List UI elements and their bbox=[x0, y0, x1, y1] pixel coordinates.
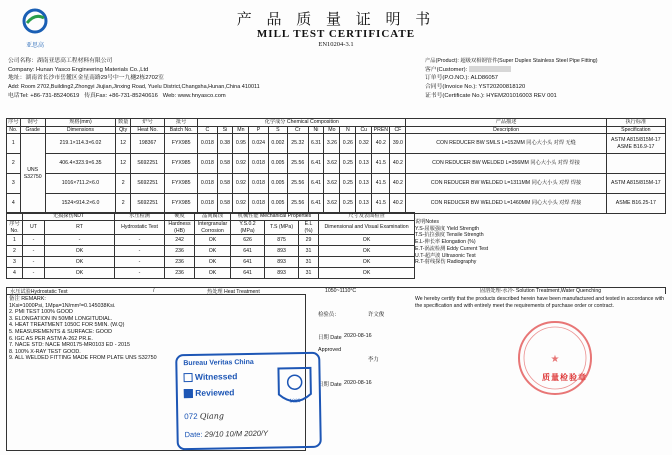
h-grade: 钢号 bbox=[20, 119, 45, 127]
el-mn: Mn bbox=[233, 126, 249, 134]
cell-ys: 641 bbox=[231, 246, 265, 257]
el-mo: Mo bbox=[324, 126, 340, 134]
cell-desc: CON REDUCER BW WELDED L=356MM 同心大小头 对焊 焊接 bbox=[406, 154, 606, 174]
cell-ni: 6.41 bbox=[308, 174, 324, 194]
cell-batch: FYX985 bbox=[165, 134, 198, 154]
cell-ts: 893 bbox=[265, 246, 299, 257]
cell-cr: 25.56 bbox=[288, 194, 308, 214]
cell-rt: OK bbox=[45, 246, 115, 257]
cell-ys: 641 bbox=[231, 268, 265, 279]
company-name-en: Company: Hunan Yasco Engineering Materials Co.,Ltd bbox=[8, 66, 149, 73]
date1: 2020-08-16 bbox=[344, 333, 372, 339]
cell-std: ASTM A815/815M-17 ASME B16.9-17 bbox=[606, 134, 665, 154]
note-line: U.T-超声波 Ultrasonic Test bbox=[415, 252, 476, 259]
remark-title: 备注 REMARK: bbox=[9, 296, 46, 302]
cell-corr: OK bbox=[195, 268, 231, 279]
cell-c: 0.018 bbox=[198, 174, 217, 194]
fax: 传真Fax: +86-731-85240616 bbox=[84, 92, 158, 99]
table-row bbox=[7, 134, 666, 154]
cell-no: 1 bbox=[7, 235, 23, 246]
address-en: Add: Room 2702,Building2,Zhongyi Jiujian,Jinxing Road, Yuelu District,Changsha,Hunan,China 410011 bbox=[8, 84, 260, 91]
cell-no: 4 bbox=[7, 268, 23, 279]
cell-std bbox=[606, 154, 665, 174]
el-s: S bbox=[268, 126, 287, 134]
cell-heat: S692251 bbox=[131, 194, 165, 214]
h2-hard: 硬度 bbox=[165, 213, 195, 221]
standard: EN10204-3.1 bbox=[318, 41, 354, 48]
cell-ys: 641 bbox=[231, 257, 265, 268]
note-line: T.S-抗拉强度 Tensile Strength bbox=[415, 232, 484, 239]
cell-el: 31 bbox=[299, 257, 319, 268]
mechanical-table bbox=[6, 212, 415, 279]
cell-n: 0.25 bbox=[340, 154, 356, 174]
notes bbox=[415, 219, 665, 266]
cell-ni: 6.41 bbox=[308, 154, 324, 174]
cell-si: 0.38 bbox=[217, 134, 233, 154]
el-cr: Cr bbox=[288, 126, 308, 134]
cell-batch: FYX985 bbox=[165, 194, 198, 214]
cell-hb: 236 bbox=[165, 246, 195, 257]
stamp-signature: Qiang bbox=[199, 411, 225, 421]
cell-dim: OK bbox=[319, 268, 415, 279]
h-std: 执行标准 bbox=[606, 119, 665, 127]
stamp-witnessed-row bbox=[183, 371, 237, 382]
h-desc: 产品描述 bbox=[406, 119, 606, 127]
stamp-reviewed: Reviewed bbox=[195, 387, 235, 398]
cell-pren: 41.5 bbox=[372, 174, 390, 194]
cell-batch: FYX985 bbox=[165, 154, 198, 174]
remark-line: 4. HEAT TREATMENT 1050C FOR 5MIN. (W.Q) bbox=[9, 322, 125, 329]
approver-name: 李力 bbox=[368, 357, 379, 363]
certification-statement: We hereby certify that the products described herein have been manufactured and tested in accordance with the specification and with entirely meet the requirements of purchase order or contract. bbox=[415, 296, 665, 309]
el-pren: PREN bbox=[373, 126, 389, 133]
remark-line: 6. IGC AS PER ASTM A-262 PR.E. bbox=[9, 335, 93, 342]
el-n: N bbox=[340, 126, 356, 134]
cell-ut: - bbox=[23, 235, 45, 246]
cell-batch: FYX985 bbox=[165, 174, 198, 194]
cell-mo: 3.26 bbox=[324, 134, 340, 154]
h2-hard-en: Hardness (HB) bbox=[165, 221, 195, 235]
table-row bbox=[7, 257, 415, 268]
cell-std: ASME B16.25-17 bbox=[606, 194, 665, 214]
note-line: E.T-涡流检测 Eddy Current Test bbox=[415, 245, 489, 252]
h-chem: 化学成分 Chemical Composition bbox=[198, 119, 406, 127]
cell-si: 0.58 bbox=[217, 154, 233, 174]
remark-line: 3. ELONGATION IN 50MM LONGITUDIAL. bbox=[9, 315, 113, 322]
cell-no: 2 bbox=[7, 246, 23, 257]
cell-hydro: - bbox=[115, 268, 165, 279]
cell-cf: 39.0 bbox=[390, 134, 406, 154]
certificate-number: 证书号(Certificate No.): HYEM201016003 REV 001 bbox=[425, 92, 557, 99]
cell-dim: 219.1×114.3×6.02 bbox=[45, 134, 116, 154]
cell-mn: 0.92 bbox=[233, 174, 249, 194]
cell-cf: 40.2 bbox=[390, 194, 406, 214]
cell-cf: 40.2 bbox=[390, 174, 406, 194]
title-en: MILL TEST CERTIFICATE bbox=[256, 28, 416, 40]
cell-pren: 40.2 bbox=[372, 134, 390, 154]
stamp-company: Bureau Veritas China bbox=[183, 358, 254, 368]
h-heat-en: Heat No. bbox=[131, 126, 165, 134]
date2: 2020-08-16 bbox=[344, 380, 372, 386]
h-spec: 规格(mm) bbox=[45, 119, 116, 127]
cell-dim: OK bbox=[319, 246, 415, 257]
hydro-label: 水压试验Hydrostatic Test bbox=[10, 289, 68, 295]
remark-line: 5. MEASUREMENTS & SURFACE: GOOD bbox=[9, 328, 113, 335]
cell-dim: 1524×914.2×6.0 bbox=[45, 194, 116, 214]
h-batch: 批号 bbox=[165, 119, 198, 127]
date2-label: 日期 Date bbox=[318, 382, 342, 388]
el-si: Si bbox=[217, 126, 233, 134]
company-info bbox=[8, 57, 338, 101]
cell-no: 3 bbox=[7, 257, 23, 268]
cell-qty: 2 bbox=[116, 174, 131, 194]
stamp-reviewed-row bbox=[184, 387, 235, 398]
remark-line: 1Ksi=1000Psi, 1Mpa=1N/mm²=0.145038Ksi. bbox=[9, 302, 116, 309]
h2-dim-en: Dimensional and Visual Examination bbox=[319, 221, 415, 235]
cell-s: 0.005 bbox=[268, 154, 287, 174]
logo-text: 亚思高 bbox=[25, 43, 44, 49]
invoice-number: 合同号(Invoice No.): YST20200818120 bbox=[425, 84, 526, 91]
cell-s: 0.002 bbox=[268, 134, 287, 154]
product: 产品(Product): 超级双相钢管件(Super Duplex Stainless Steel Pipe Fitting) bbox=[425, 58, 598, 64]
cell-ts: 893 bbox=[265, 268, 299, 279]
h-desc-en: Description bbox=[406, 126, 606, 134]
cell-corr: OK bbox=[195, 257, 231, 268]
cell-ts: 893 bbox=[265, 257, 299, 268]
cell-cr: 25.56 bbox=[288, 174, 308, 194]
cell-cu: 0.13 bbox=[356, 194, 372, 214]
cell-p: 0.018 bbox=[249, 194, 268, 214]
cell-mo: 3.62 bbox=[324, 194, 340, 214]
cell-cu: 0.13 bbox=[356, 154, 372, 174]
h-heat: 炉号 bbox=[131, 119, 165, 127]
bv-seal-icon bbox=[275, 366, 314, 409]
cell-desc: CON REDUCER BW SMLS L=152MM 同心大小头 对焊 无缝 bbox=[406, 134, 606, 154]
cell-si: 0.58 bbox=[217, 194, 233, 214]
h2-hydro-en: Hydrostatic Test bbox=[115, 221, 165, 235]
address-cn: 地址：湖南省长沙市岳麓区金星南路29号中一九樾2栋2702室 bbox=[8, 75, 164, 82]
cell-heat: S692251 bbox=[131, 154, 165, 174]
cell-dim: 406.4×323.9×6.35 bbox=[45, 154, 116, 174]
witnessed-box bbox=[184, 373, 193, 382]
cell-mn: 0.95 bbox=[233, 134, 249, 154]
reviewed-box bbox=[184, 389, 193, 398]
cell-cu: 0.32 bbox=[356, 134, 372, 154]
cell-s: 0.005 bbox=[268, 174, 287, 194]
cell-hydro: - bbox=[115, 246, 165, 257]
el-cf: CF bbox=[390, 126, 406, 134]
cell-ut: - bbox=[23, 268, 45, 279]
cell-c: 0.018 bbox=[198, 154, 217, 174]
customer-label: 客户(Customer): bbox=[425, 66, 468, 73]
cell-p: 0.018 bbox=[249, 174, 268, 194]
stamp-date-value: 29/10 10/M 2020/Y bbox=[204, 428, 269, 439]
table-row bbox=[7, 194, 666, 214]
h-batch-en: Batch No. bbox=[165, 126, 198, 134]
cell-c: 0.018 bbox=[198, 194, 217, 214]
cell-cu: 0.13 bbox=[356, 174, 372, 194]
cell-n: 0.25 bbox=[340, 194, 356, 214]
cell-grade: UNS S32750 bbox=[20, 134, 45, 214]
cell-ni: 6.31 bbox=[308, 134, 324, 154]
h2-no: 序号 No. bbox=[7, 221, 23, 235]
cell-n: 0.25 bbox=[340, 174, 356, 194]
qa-seal-icon bbox=[505, 318, 605, 413]
cell-pren: 41.5 bbox=[372, 194, 390, 214]
h2-ut: UT bbox=[23, 221, 45, 235]
cell-cr: 25.32 bbox=[288, 134, 308, 154]
h2-corr: 晶间腐蚀 bbox=[195, 213, 231, 221]
h-no-en: No. bbox=[7, 126, 21, 134]
cell-ys: 626 bbox=[231, 235, 265, 246]
cell-p: 0.024 bbox=[249, 134, 268, 154]
cell-heat: S692251 bbox=[131, 174, 165, 194]
cell-dim: OK bbox=[319, 235, 415, 246]
cell-el: 31 bbox=[299, 246, 319, 257]
cell-si: 0.58 bbox=[217, 174, 233, 194]
h2-rt: RT bbox=[45, 221, 115, 235]
cell-qty: 12 bbox=[116, 134, 131, 154]
table-row bbox=[7, 268, 415, 279]
cell-corr: OK bbox=[195, 246, 231, 257]
chemical-table bbox=[6, 118, 666, 214]
solution-treatment: 固溶处理-水冷- Solution Treatment,Water Quenching bbox=[479, 288, 602, 294]
cell-ni: 6.41 bbox=[308, 194, 324, 214]
cell-std: ASTM A815/815M-17 bbox=[606, 174, 665, 194]
website: Web: www.hnyasco.com bbox=[162, 92, 226, 99]
cell-c: 0.018 bbox=[198, 134, 217, 154]
table-row bbox=[7, 235, 415, 246]
heat-value: 1050~1110°C bbox=[325, 288, 357, 294]
inspector-label: 检验员： bbox=[318, 312, 340, 318]
heat-label: 热处理 Heat Treatment bbox=[207, 289, 260, 295]
cell-hydro: - bbox=[115, 235, 165, 246]
cell-el: 29 bbox=[299, 235, 319, 246]
h2-ys: Y.S.0.2 (MPa) bbox=[231, 221, 265, 235]
cell-qty: 2 bbox=[116, 194, 131, 214]
note-line: Y.S-屈服强度 Yield Strength bbox=[415, 225, 480, 232]
cell-no: 1 bbox=[7, 134, 21, 154]
bureau-veritas-stamp bbox=[175, 352, 322, 451]
cell-dim: OK bbox=[319, 257, 415, 268]
cell-mo: 3.62 bbox=[324, 174, 340, 194]
cell-hb: 242 bbox=[165, 235, 195, 246]
h2-mech: 机械性能 Mechanical Properties bbox=[231, 213, 319, 221]
cell-ut: - bbox=[23, 246, 45, 257]
note-line: R.T-射线探伤 Radiography bbox=[415, 259, 477, 266]
el-c: C bbox=[198, 126, 217, 134]
cell-dim: 1016×711.2×6.0 bbox=[45, 174, 116, 194]
cell-pren: 41.5 bbox=[372, 154, 390, 174]
title-cn: 产 品 质 量 证 明 书 bbox=[236, 10, 436, 28]
cell-hb: 236 bbox=[165, 257, 195, 268]
note-line: E.L-伸长率 Elongation (%) bbox=[415, 239, 476, 246]
table-row bbox=[7, 154, 666, 174]
cell-mn: 0.92 bbox=[233, 154, 249, 174]
el-ni: Ni bbox=[308, 126, 324, 134]
h2-hydro: 水压检测 bbox=[115, 213, 165, 221]
h-std-en: Specification bbox=[606, 126, 665, 134]
h-grade-en: Grade bbox=[20, 126, 45, 134]
hydro-value: / bbox=[153, 288, 155, 294]
cell-desc: CON REDUCER BW WELDED L=1460MM 同心大小头 对焊 焊接 bbox=[406, 194, 606, 214]
svg-text:★: ★ bbox=[550, 354, 560, 365]
h-qty: 数量 bbox=[116, 119, 131, 127]
cell-no: 3 bbox=[7, 174, 21, 194]
certificate-info bbox=[425, 57, 665, 101]
cell-p: 0.018 bbox=[249, 154, 268, 174]
h-no: 序号 bbox=[8, 119, 19, 126]
cell-s: 0.005 bbox=[268, 194, 287, 214]
h2-ndt: 无损探伤NDT bbox=[23, 213, 115, 221]
po-number: 订单号(P.O.NO.): ALD86057 bbox=[425, 75, 499, 82]
cell-rt: OK bbox=[45, 268, 115, 279]
stamp-date-label: Date: bbox=[184, 429, 203, 440]
contact-line bbox=[8, 92, 338, 101]
cell-mo: 3.62 bbox=[324, 154, 340, 174]
cell-ut: - bbox=[23, 257, 45, 268]
cell-qty: 12 bbox=[116, 154, 131, 174]
h2-blank bbox=[7, 213, 23, 221]
cell-el: 31 bbox=[299, 268, 319, 279]
h-spec-en: Dimensions bbox=[45, 126, 116, 134]
seal-year: 1828 bbox=[289, 398, 301, 405]
el-p: P bbox=[249, 126, 268, 134]
h2-ts: T.S (MPa) bbox=[265, 221, 299, 235]
inspector-name: 许文俊 bbox=[368, 312, 385, 318]
h-qty-en: Qty bbox=[116, 126, 131, 134]
h2-dim: 尺寸及表面检查 bbox=[319, 213, 415, 221]
cell-no: 2 bbox=[7, 154, 21, 174]
cell-hydro: - bbox=[115, 257, 165, 268]
cell-heat: 198367 bbox=[131, 134, 165, 154]
remark-line: 2. PMI TEST 100% GOOD bbox=[9, 309, 73, 316]
phone: 电话Tel: +86-731-85240619 bbox=[8, 92, 80, 99]
h2-corr-en: Intergranular Corrosion bbox=[195, 221, 231, 235]
cell-hb: 236 bbox=[165, 268, 195, 279]
stamp-code: 072 Qiang bbox=[184, 411, 225, 422]
customer-redacted bbox=[469, 66, 511, 72]
remark-line: 8. 100% X-RAY TEST GOOD. bbox=[9, 348, 81, 355]
h2-el: E.L (%) bbox=[299, 221, 319, 235]
cell-rt: OK bbox=[45, 257, 115, 268]
cell-rt: - bbox=[45, 235, 115, 246]
table-row bbox=[7, 246, 415, 257]
remark-line: 7. NACE STD: NACE MR0175-MR0103 ED - 2015 bbox=[9, 342, 131, 349]
customer-line bbox=[425, 66, 665, 75]
cell-n: 0.26 bbox=[340, 134, 356, 154]
company-name-cn: 公司名称：湖南亚思高工程材料有限公司 bbox=[8, 58, 113, 64]
table-row bbox=[7, 174, 666, 194]
cell-cr: 25.56 bbox=[288, 154, 308, 174]
date1-label: 日期 Date bbox=[318, 335, 342, 341]
approved-label: Approved bbox=[318, 347, 342, 353]
notes-title: 说明Notes bbox=[415, 219, 439, 225]
stamp-date-row bbox=[184, 429, 268, 439]
cell-cf: 40.2 bbox=[390, 154, 406, 174]
el-cu: Cu bbox=[356, 126, 372, 134]
qa-seal-text: 质量检验章 bbox=[542, 373, 587, 382]
cell-no: 4 bbox=[7, 194, 21, 214]
cell-ts: 875 bbox=[265, 235, 299, 246]
remark-line: 9. ALL WELDED FITTING MADE FROM PLATE UNS S32750 bbox=[9, 355, 157, 362]
cell-corr: OK bbox=[195, 235, 231, 246]
stamp-witnessed: Witnessed bbox=[194, 371, 238, 382]
cell-mn: 0.92 bbox=[233, 194, 249, 214]
cell-desc: CON REDUCER BW WELDED L=1311MM 同心大小头 对焊 焊接 bbox=[406, 174, 606, 194]
